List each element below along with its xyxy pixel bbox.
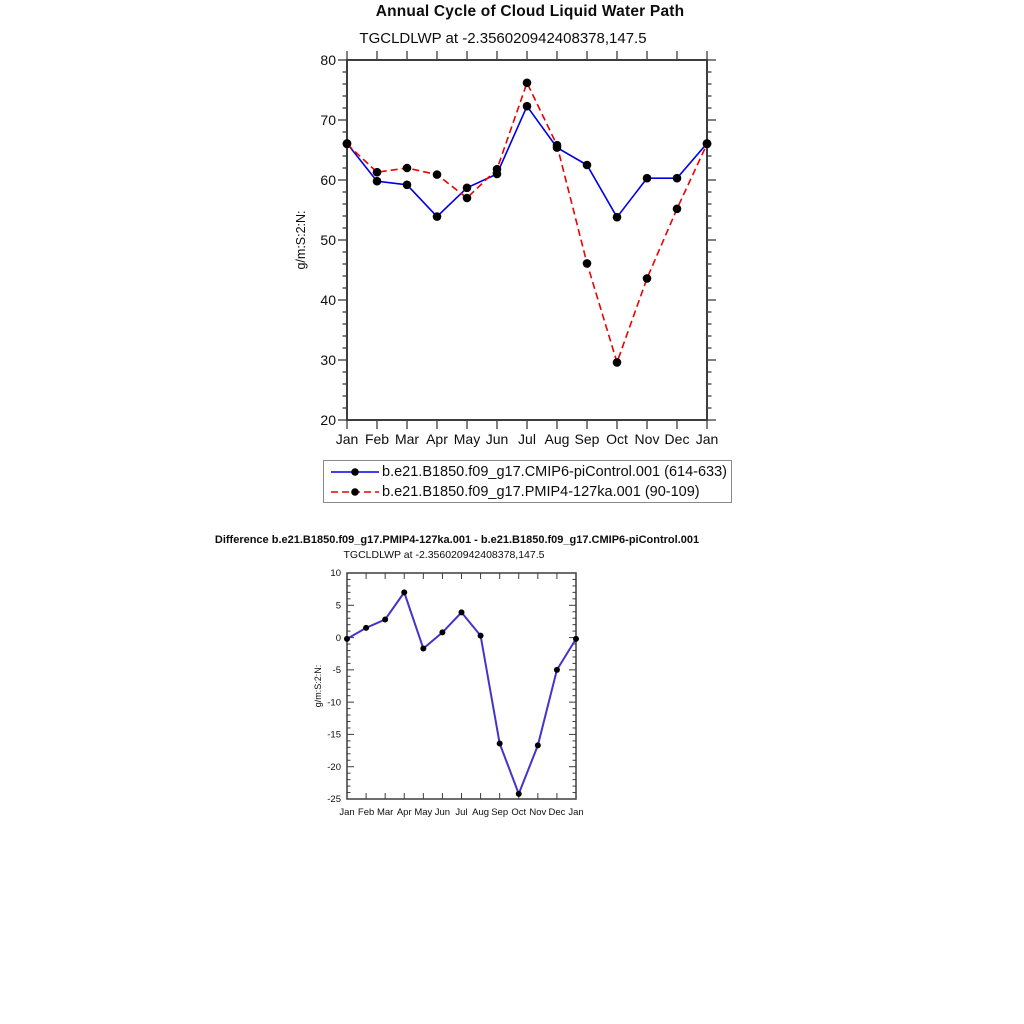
data-point-marker [583,161,592,170]
data-point-marker [523,79,532,88]
data-point-marker [343,140,352,149]
data-point-marker [403,181,412,190]
data-point-marker [439,629,445,635]
x-tick-label: Nov [634,431,660,447]
data-point-marker [613,358,622,367]
plot-frame [347,573,576,799]
data-point-marker [343,139,352,148]
x-tick-label: Apr [396,807,412,818]
legend-marker-dot [351,468,359,476]
data-point-marker [583,259,592,268]
x-tick-label: Jan [695,431,719,447]
data-point-marker [459,609,465,615]
x-tick-label: Aug [544,431,570,447]
data-point-marker [478,633,484,639]
data-point-marker [643,174,652,183]
data-point-marker [433,170,442,179]
x-tick-label: Oct [511,807,527,818]
y-tick-label: -5 [332,665,341,677]
x-tick-label: Sep [491,807,509,818]
data-point-marker [673,174,682,183]
diff-chart-title: Difference b.e21.B1850.f09_g17.PMIP4-127ka.001 - b.e21.B1850.f09_g17.CMIP6-piControl.001 [214,534,700,546]
legend-entry-127ka [329,482,731,502]
x-tick-label: Jan [335,431,359,447]
data-point-marker [373,177,382,186]
y-tick-label: 60 [320,171,336,188]
data-point-marker [433,212,442,221]
data-point-marker [516,791,522,797]
data-point-marker [553,141,562,150]
legend-line-sample-dashed [329,484,381,500]
x-tick-label: Feb [364,431,390,447]
data-point-marker [554,667,560,673]
y-tick-label: 40 [320,291,336,308]
x-tick-label: Dec [548,807,566,818]
x-tick-label: Dec [664,431,690,447]
y-tick-label: 20 [320,411,336,428]
legend-line-sample-solid [329,464,381,480]
data-point-marker [344,636,350,642]
data-point-marker [613,213,622,222]
y-tick-label: -25 [327,794,341,806]
diff-chart-subtitle: TGCLDLWP at -2.356020942408378,147.5 [343,549,545,561]
data-point-marker [497,740,503,746]
x-tick-label: Jul [518,431,536,447]
data-point-marker [523,102,532,111]
data-point-marker [403,164,412,173]
data-point-marker [401,589,407,595]
data-point-marker [363,625,369,631]
data-point-marker [420,646,426,652]
x-tick-label: Jun [434,807,451,818]
x-tick-label: Jun [485,431,509,447]
y-tick-label: 30 [320,351,336,368]
data-point-marker [535,742,541,748]
data-point-marker [643,274,652,283]
x-tick-label: Jan [339,807,355,818]
y-tick-label: 70 [320,111,336,128]
legend-box [323,460,732,503]
y-tick-label: 50 [320,231,336,248]
series-line-1 [347,83,707,363]
series-line-0 [347,592,576,793]
x-tick-label: May [414,807,433,818]
x-tick-label: Mar [394,431,420,447]
y-tick-label: -10 [327,697,341,709]
plot-frame [347,60,707,420]
data-point-marker [553,143,562,152]
y-tick-label: 5 [335,600,341,612]
data-point-marker [493,165,502,174]
data-point-marker [382,616,388,622]
data-point-marker [703,140,712,149]
x-tick-label: Feb [357,807,375,818]
x-tick-label: Oct [606,431,628,447]
x-tick-label: Jul [455,807,468,818]
series-line-0 [347,106,707,217]
diff-chart-y-axis-label: g/m:S:2:N: [313,664,323,708]
legend-marker-dot [351,488,359,496]
data-point-marker [463,184,472,193]
legend-label-127ka: b.e21.B1850.f09_g17.PMIP4-127ka.001 (90-109) [382,483,700,500]
y-tick-label: 80 [320,51,336,68]
data-point-marker [373,168,382,177]
x-tick-label: Jan [568,807,584,818]
top-chart-title: Annual Cycle of Cloud Liquid Water Path [375,3,685,20]
legend-entry-picontrol [329,462,731,482]
y-tick-label: -20 [327,761,341,773]
data-point-marker [673,205,682,214]
data-point-marker [463,194,472,203]
legend-label-picontrol: b.e21.B1850.f09_g17.CMIP6-piControl.001 (614-633) [382,463,728,480]
top-chart-subtitle: TGCLDLWP at -2.356020942408378,147.5 [359,30,647,47]
x-tick-label: Nov [529,807,547,818]
x-tick-label: Aug [472,807,490,818]
top-chart-y-axis-label: g/m:S:2:N: [294,210,308,270]
x-tick-label: Mar [376,807,394,818]
x-tick-label: May [453,431,481,447]
y-tick-label: 0 [335,632,341,644]
x-tick-label: Sep [574,431,600,447]
y-tick-label: -15 [327,729,341,741]
data-point-marker [493,170,502,179]
x-tick-label: Apr [426,431,448,447]
data-point-marker [573,636,579,642]
data-point-marker [703,139,712,148]
y-tick-label: 10 [330,568,341,580]
